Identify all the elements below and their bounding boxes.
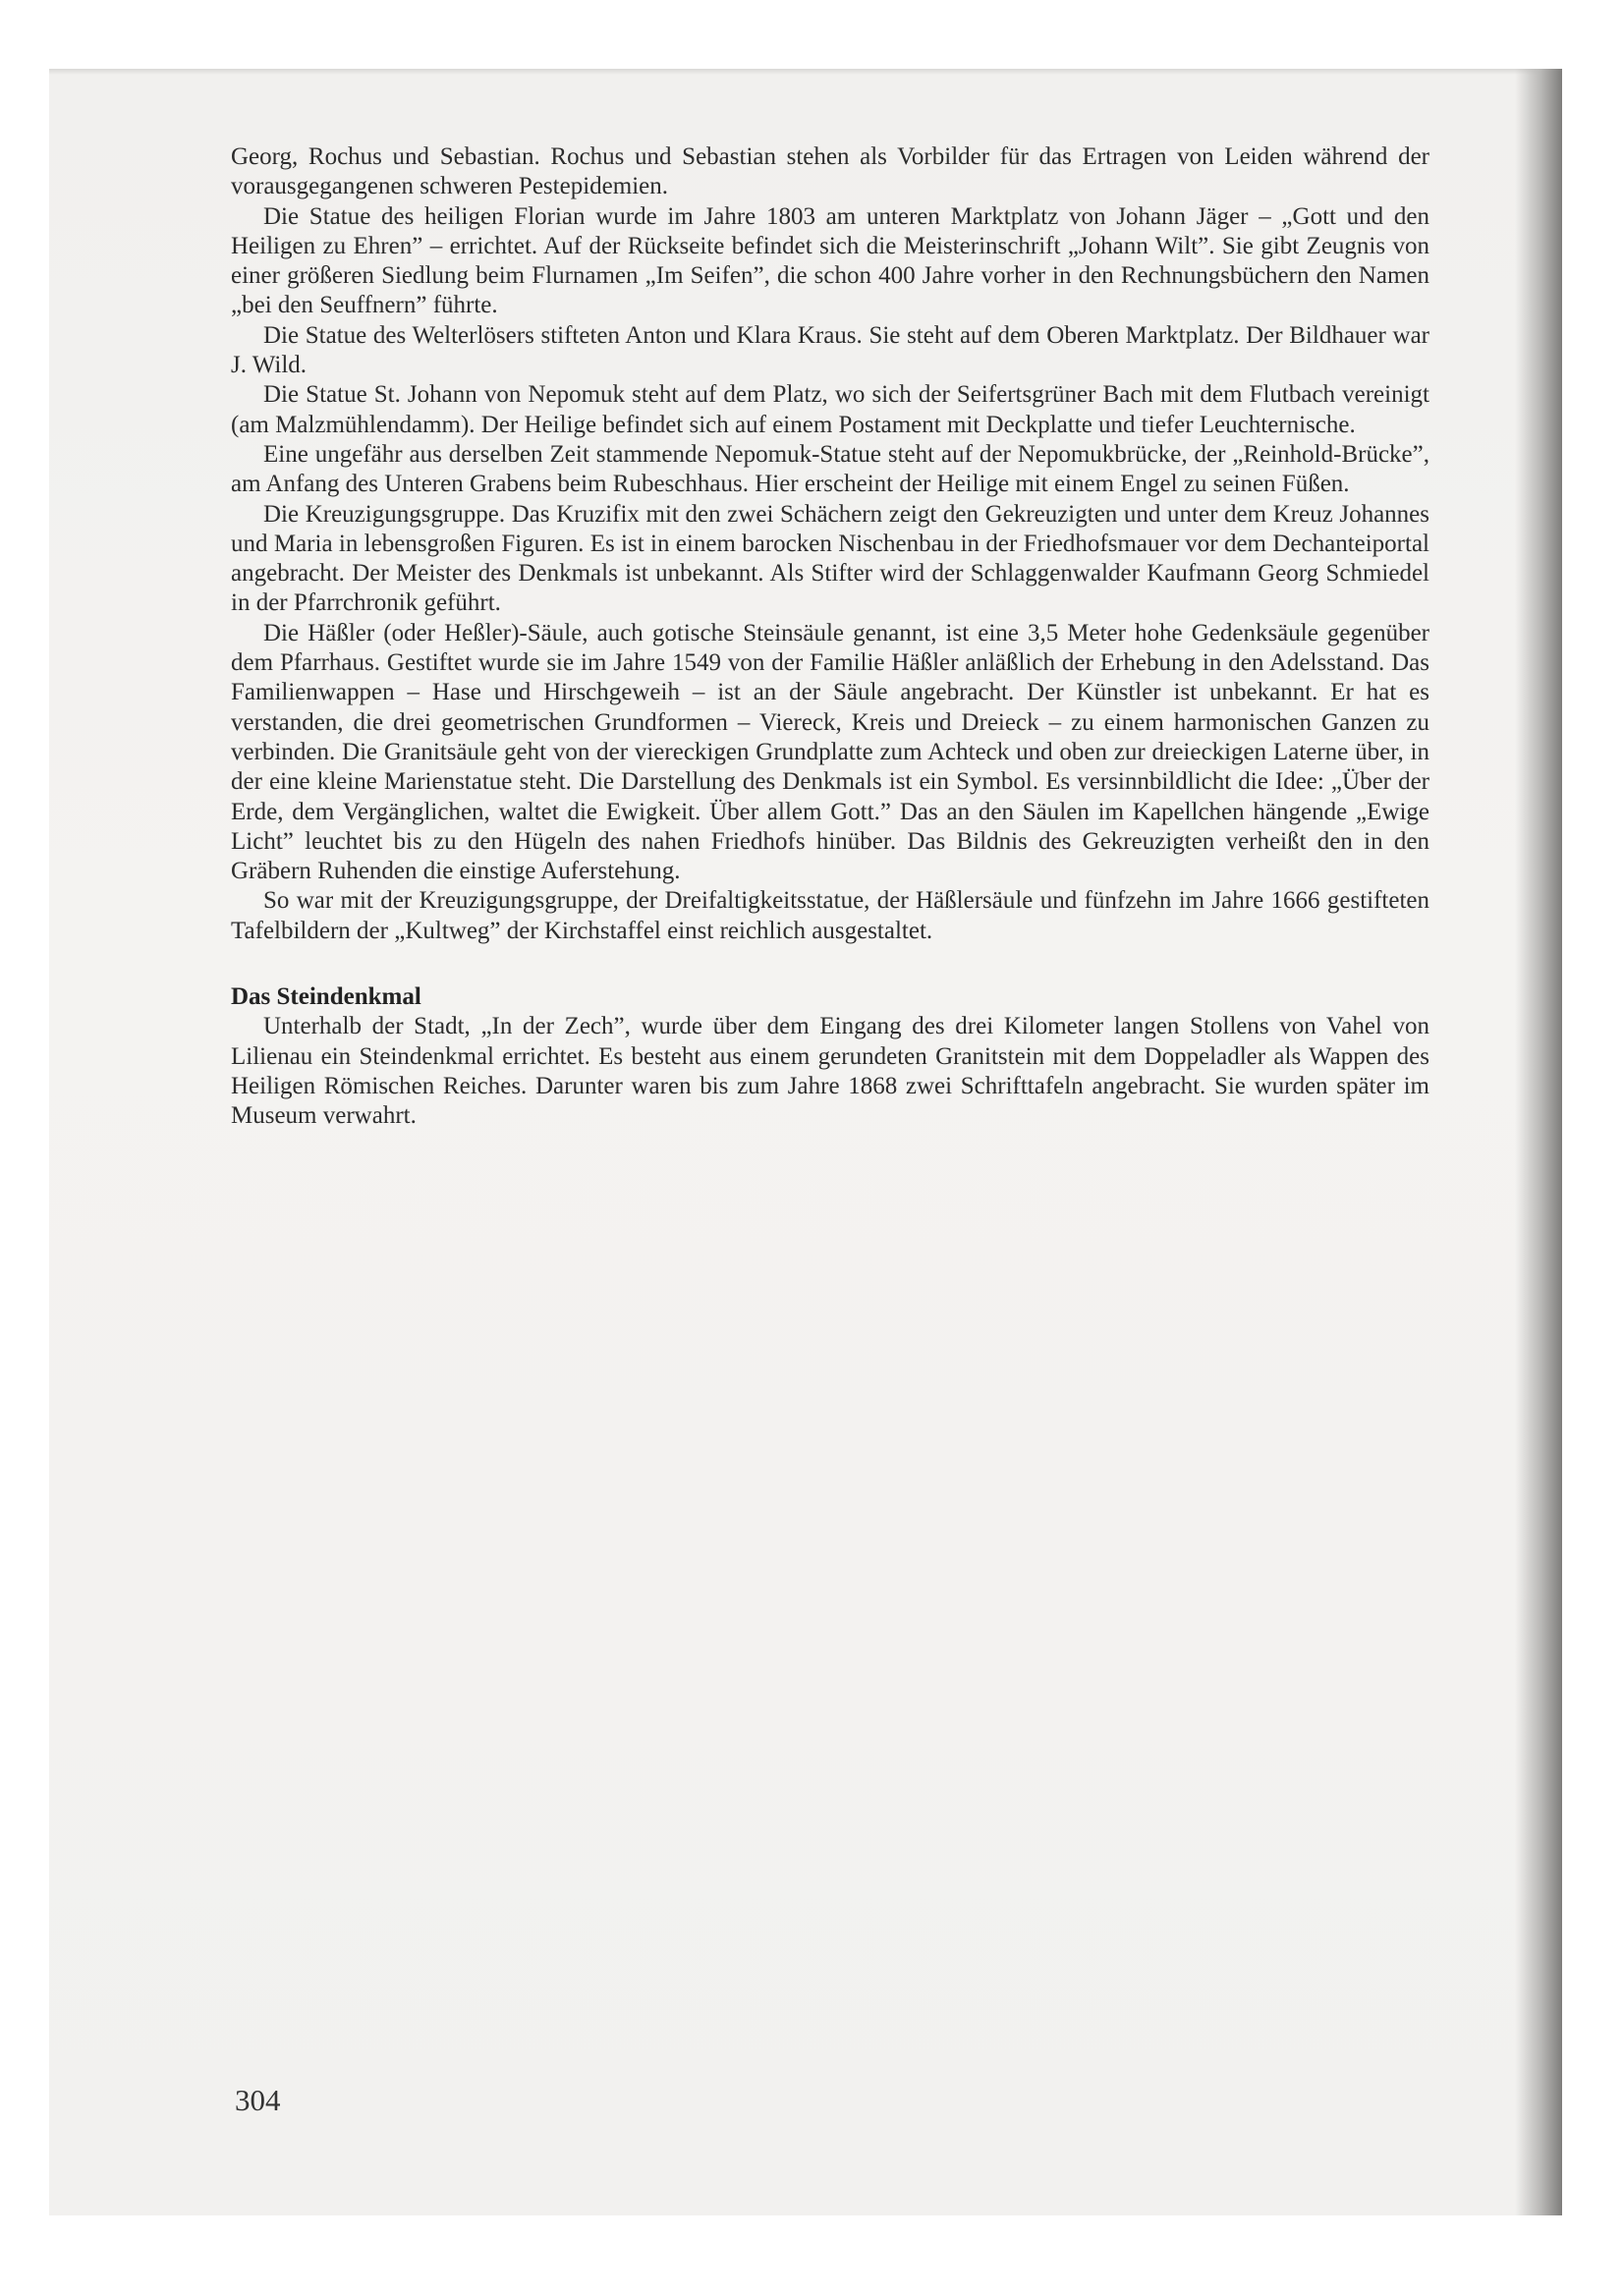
paragraph-welterloeser-statue: Die Statue des Welterlösers stifteten Anton und Klara Kraus. Sie steht auf dem Oberen Marktplatz. Der Bildhauer war J. Wild.	[231, 321, 1429, 379]
page-edge	[49, 69, 1562, 75]
spine-shadow	[1515, 69, 1562, 2215]
page-number: 304	[235, 2083, 281, 2117]
paragraph-haessler-saeule: Die Häßler (oder Heßler)-Säule, auch gotische Steinsäule genannt, ist eine 3,5 Meter hohe Gedenksäule gegenüber dem Pfarrhaus. Gestiftet wurde sie im Jahre 1549 von der Familie Häßler anläßlich der Erhebung in den Adelsstand. Das Familienwappen – Hase und Hirschgeweih – ist an der Säule angebracht. Der Künstler ist unbekannt. Er hat es verstanden, die drei geometrischen Grundformen – Viereck, Kreis und Dreieck – zu einem harmonischen Ganzen zu verbinden. Die Granitsäule geht von der viereckigen Grundplatte zum Achteck und oben zur dreieckigen Laterne über, in der eine kleine Marienstatue steht. Die Darstellung des Denkmals ist ein Symbol. Es versinnbildlicht die Idee: „Über der Erde, dem Vergänglichen, waltet die Ewigkeit. Über allem Gott.” Das an den Säulen im Kapellchen hängende „Ewige Licht” leuchtet bis zu den Hügeln des nahen Friedhofs hinüber. Das Bildnis des Gekreuzigten verheißt den in den Gräbern Ruhenden die einstige Auferstehung.	[231, 619, 1429, 885]
paragraph-kreuzigungsgruppe: Die Kreuzigungsgruppe. Das Kruzifix mit den zwei Schächern zeigt den Gekreuzigten und unter dem Kreuz Johannes und Maria in lebensgroßen Figuren. Es ist in einem barocken Nischenbau in der Friedhofsmauer vor dem Dechanteiportal angebracht. Der Meister des Denkmals ist unbekannt. Als Stifter wird der Schlaggenwalder Kaufmann Georg Schmiedel in der Pfarrchronik geführt.	[231, 500, 1429, 617]
paragraph-steindenkmal: Unterhalb der Stadt, „In der Zech”, wurde über dem Eingang des drei Kilometer langen Stollens von Vahel von Lilienau ein Steindenkmal errichtet. Es besteht aus einem gerundeten Granitstein mit dem Doppeladler als Wappen des Heiligen Römischen Reiches. Darunter waren bis zum Jahre 1868 zwei Schrifttafeln angebracht. Sie wurden später im Museum verwahrt.	[231, 1013, 1429, 1130]
body-text	[231, 142, 1429, 1132]
section-heading: Das Steindenkmal	[231, 983, 421, 1011]
paragraph-nepomuk-statue: Die Statue St. Johann von Nepomuk steht auf dem Platz, wo sich der Seifertsgrüner Bach mit dem Flutbach vereinigt (am Malzmühlendamm). Der Heilige befindet sich auf einem Postament mit Deckplatte und tiefer Leuchternische.	[231, 381, 1429, 438]
paragraph-kultweg: So war mit der Kreuzigungsgruppe, der Dreifaltigkeitsstatue, der Häßlersäule und fünfzehn im Jahre 1666 gestifteten Tafelbildern der „Kultweg” der Kirchstaffel einst reichlich ausgestaltet.	[231, 887, 1429, 944]
paragraph-florian-statue: Die Statue des heiligen Florian wurde im Jahre 1803 am unteren Marktplatz von Johann Jäger – „Gott und den Heiligen zu Ehren” – errichtet. Auf der Rückseite befindet sich die Meisterinschrift „Johann Wilt”. Sie gibt Zeugnis von einer größeren Siedlung beim Flurnamen „Im Seifen”, die schon 400 Jahre vorher in den Rechnungsbüchern den Namen „bei den Seuffnern” führte.	[231, 202, 1429, 319]
paragraph-nepomuk-bridge: Eine ungefähr aus derselben Zeit stammende Nepomuk-Statue steht auf der Nepomukbrücke, der „Reinhold-Brücke”, am Anfang des Unteren Grabens beim Rubeschhaus. Hier erscheint der Heilige mit einem Engel zu seinen Füßen.	[231, 440, 1429, 498]
paragraph-saints: Georg, Rochus und Sebastian. Rochus und Sebastian stehen als Vorbilder für das Ertragen von Leiden während der vorausgegangenen schweren Pestepidemien.	[231, 143, 1429, 200]
